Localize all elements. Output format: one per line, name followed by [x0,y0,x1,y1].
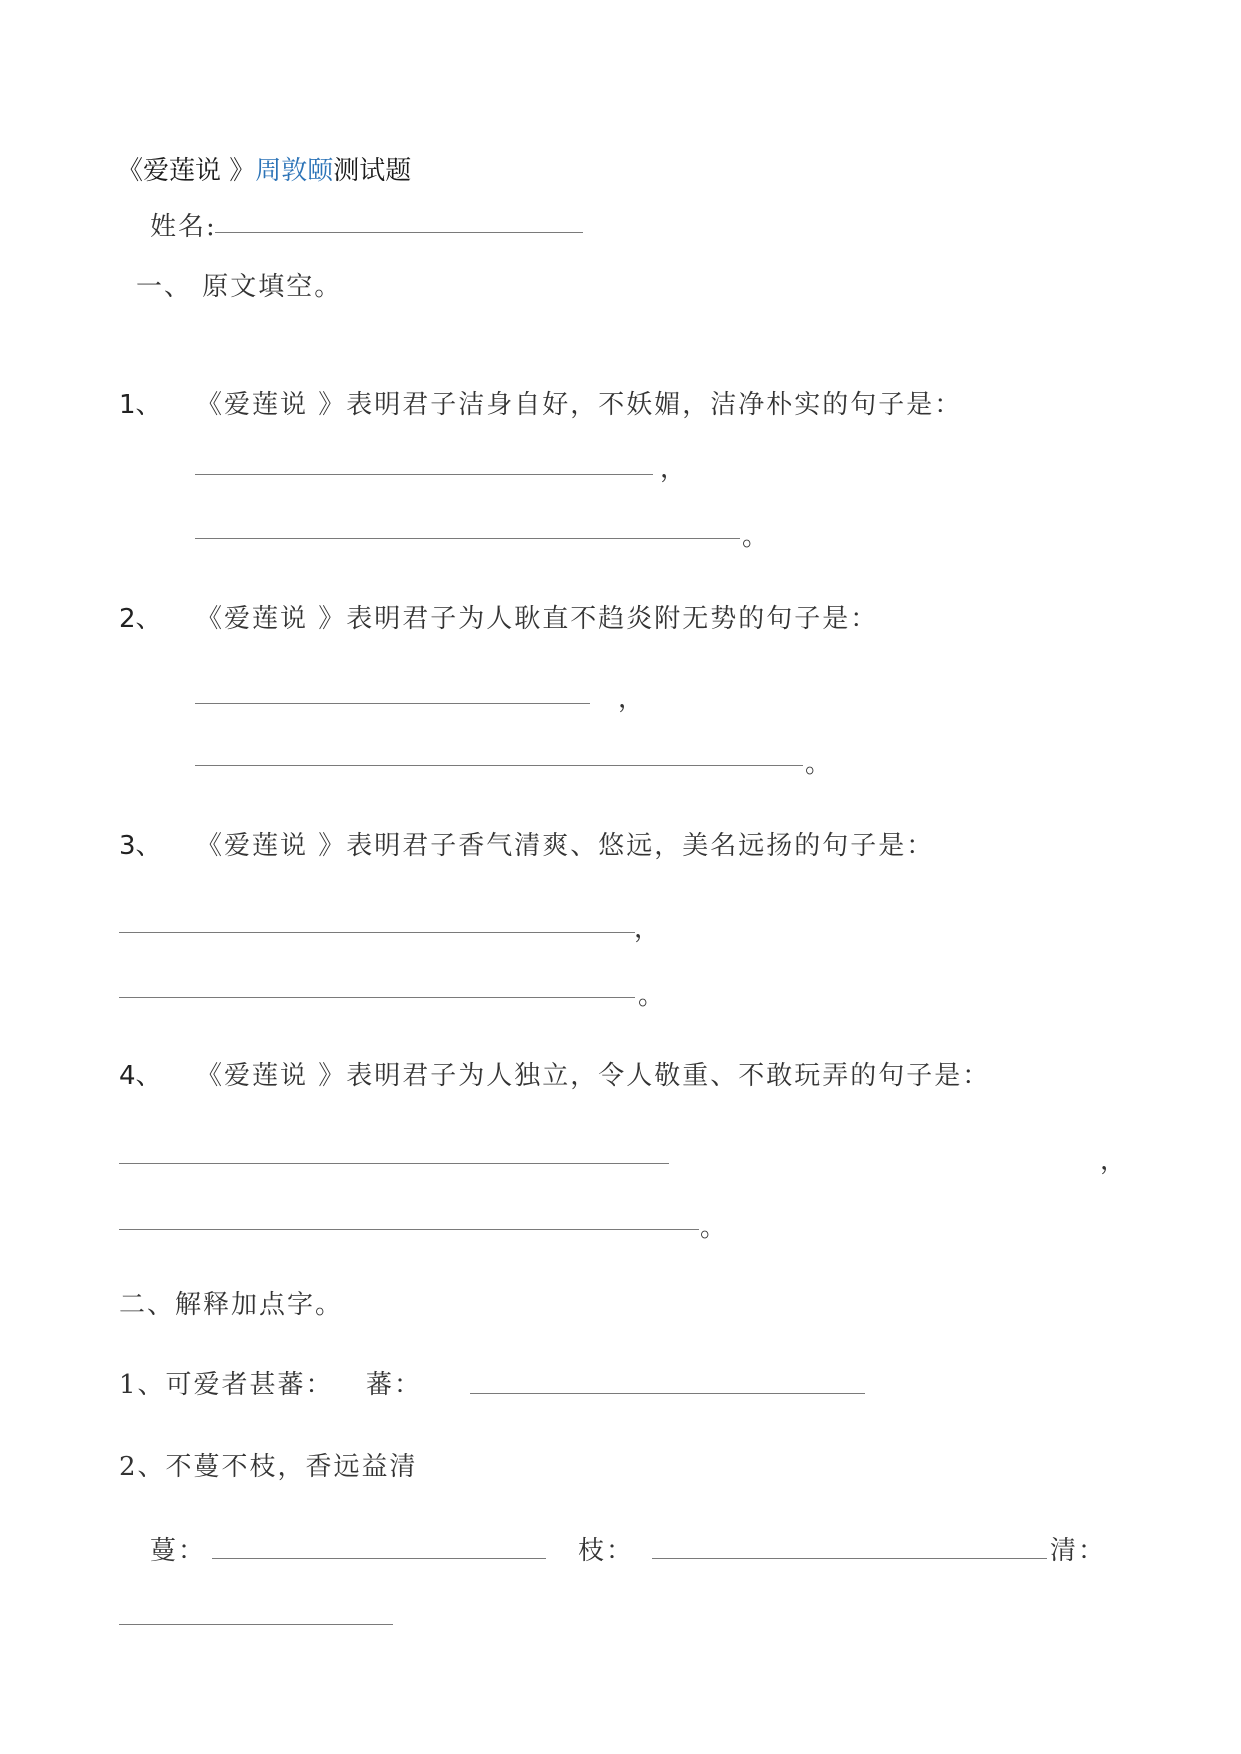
s2-q2-text: 2、不蔓不枝，香远益清 [119,1452,418,1482]
q4-number: 4、 [119,1061,162,1091]
label-qing: 清： [1050,1536,1107,1566]
name-label: 姓名: [150,212,217,242]
label-zhi: 枝： [578,1536,635,1566]
title-work: 《爱莲说 》 [117,156,256,186]
section1-heading: 一、 原文填空。 [136,272,343,302]
title-suffix: 测试题 [333,156,412,186]
s2-q1-text: 1、可爱者甚蕃： [119,1370,334,1400]
q3-text: 《爱莲说 》表明君子香气清爽、悠远，美名远扬的句子是： [196,831,935,861]
q4-blank-2[interactable] [119,1229,699,1230]
q4-text: 《爱莲说 》表明君子为人独立，令人敬重、不敢玩弄的句子是： [196,1061,991,1091]
blank-qing[interactable] [119,1624,393,1625]
q1-blank-1[interactable] [195,474,653,475]
q4-period: 。 [700,1213,727,1243]
q2-blank-2[interactable] [195,765,803,766]
title-author-link[interactable]: 周敦颐 [255,156,334,186]
blank-man[interactable] [212,1558,546,1559]
q2-number: 2、 [119,604,162,634]
q4-comma: ， [1100,1146,1127,1176]
q3-comma: ， [634,914,661,944]
section2-heading: 二、解释加点字。 [119,1290,344,1320]
q2-period: 。 [805,749,832,779]
q2-comma: ， [618,684,645,714]
q3-blank-1[interactable] [119,932,635,933]
q2-text: 《爱莲说 》表明君子为人耿直不趋炎附无势的句子是： [196,604,879,634]
q1-comma: ， [660,454,687,484]
q3-blank-2[interactable] [119,997,635,998]
q1-number: 1、 [119,390,162,420]
label-man: 蔓： [150,1536,207,1566]
q1-text: 《爱莲说 》表明君子洁身自好，不妖媚，洁净朴实的句子是： [196,390,963,420]
page-title [117,150,411,187]
q3-number: 3、 [119,831,162,861]
s2-q1-label: 蕃： [366,1370,423,1400]
q2-blank-1[interactable] [195,703,590,704]
q4-blank-1[interactable] [119,1163,669,1164]
q1-blank-2[interactable] [195,538,740,539]
name-blank[interactable] [215,232,583,233]
blank-zhi[interactable] [652,1558,1047,1559]
s2-q1-blank[interactable] [470,1393,865,1394]
q3-period: 。 [638,981,665,1011]
q1-period: 。 [742,522,769,552]
